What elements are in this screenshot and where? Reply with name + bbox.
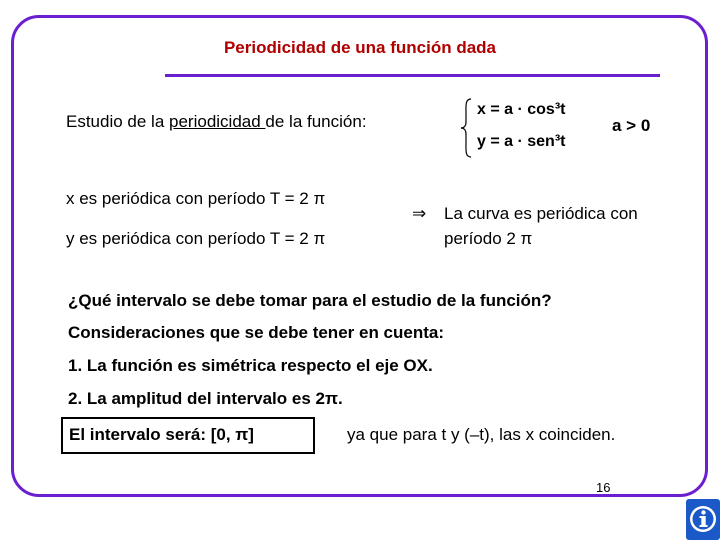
- conclusion-line-1: La curva es periódica con: [444, 204, 638, 223]
- x-periodicity: x es periódica con período T = 2 π: [66, 189, 326, 208]
- question-text: ¿Qué intervalo se debe tomar para el estudio de la función?: [68, 291, 552, 310]
- brace-icon: [460, 98, 472, 158]
- interval-reason: ya que para t y (–t), las x coinciden.: [347, 425, 616, 444]
- intro-prefix: Estudio de la: [66, 112, 170, 131]
- intro-underlined: periodicidad: [169, 112, 266, 131]
- title-underline: [165, 74, 660, 77]
- interval-box: El intervalo será: [0, π]: [61, 417, 315, 454]
- equation-x: x = a · cos³t: [477, 101, 566, 118]
- consideration-2: 2. La amplitud del intervalo es 2π.: [68, 389, 343, 408]
- page-number: 16: [596, 480, 611, 495]
- slide-title: Periodicidad de una función dada: [223, 38, 497, 57]
- intro-text: [66, 112, 367, 132]
- intro-suffix: de la función:: [265, 112, 367, 131]
- considerations-heading: Consideraciones que se debe tener en cuenta:: [68, 323, 445, 342]
- consideration-1: 1. La función es simétrica respecto el eje OX.: [68, 356, 433, 375]
- parameter-condition: a > 0: [612, 116, 651, 135]
- info-button[interactable]: [686, 499, 720, 540]
- info-icon: [689, 504, 717, 534]
- implies-icon: ⇒: [412, 204, 427, 223]
- conclusion-line-2: período 2 π: [444, 229, 533, 248]
- equation-y: y = a · sen³t: [477, 133, 566, 150]
- y-periodicity: y es periódica con período T = 2 π: [66, 229, 326, 248]
